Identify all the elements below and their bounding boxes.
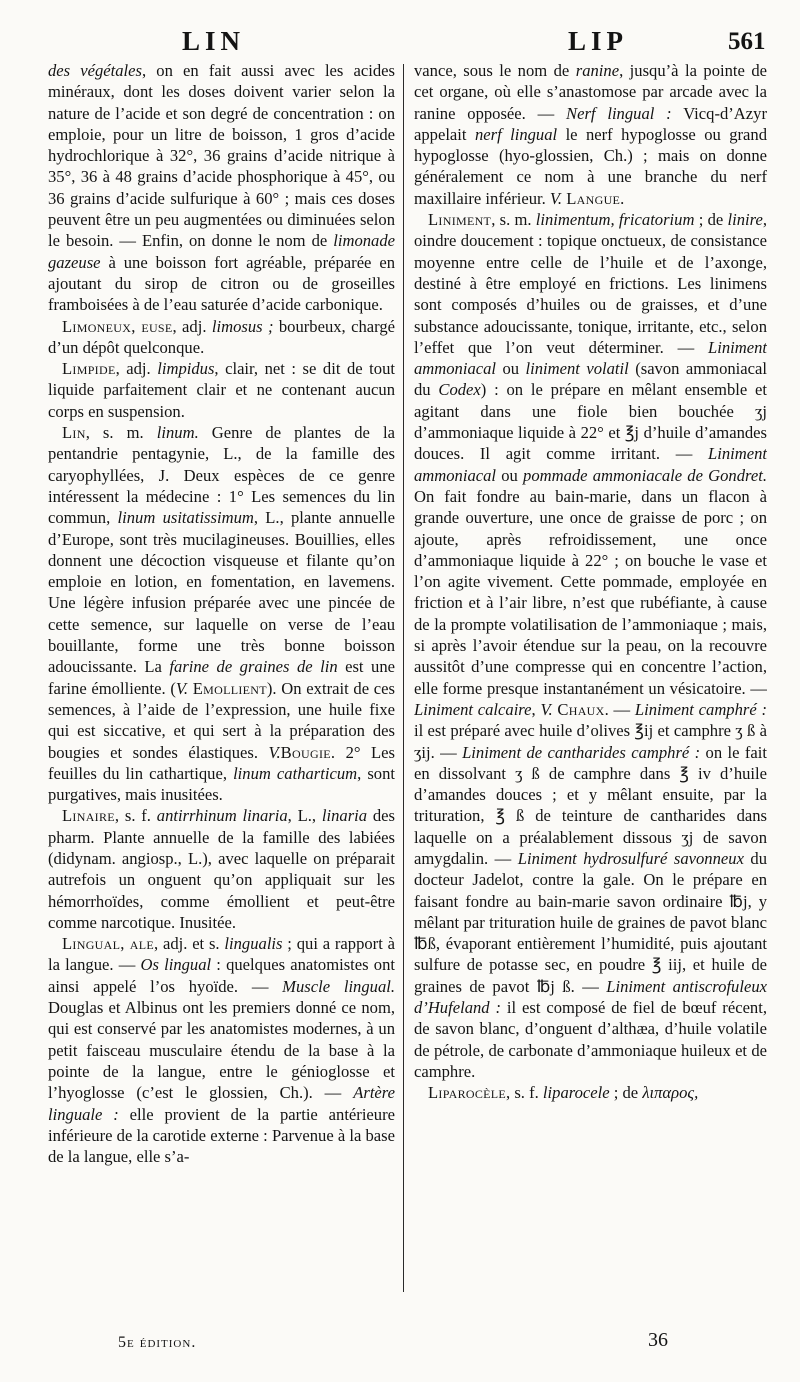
text-run: (savon ammoniacal du bbox=[414, 359, 767, 400]
italic-text: V. bbox=[175, 678, 189, 698]
italic-text: linum. bbox=[156, 423, 199, 443]
italic-text: des végétales bbox=[48, 61, 142, 80]
text-run: . — bbox=[604, 699, 635, 719]
text-run: Douglas et Albinus ont les premiers donné ce nom, qui est conservé par les anatomistes modernes, à un petit faisceau musculaire étendu de la base à la pointe de la langue, entre le génioglosse et l’hyoglosse (c’est le glossien, Ch.). — bbox=[48, 998, 395, 1103]
text-run: On fait fondre au bain-marie, dans un flacon à grande ouverture, une once de graisse de porc ; on ajoute, après refroidissement, une once d’ammoniaque liquide à 22° ; on bouche le vase et l’on agite vivement. Cette pommade, employée en friction et à l’air libre, n’est que rubéfiante, à cause de la prompte volatilisation de l’ammoniaque ; mais, si après l’avoir étendue sur la peau, on la recouvre aussitôt d’une compresse qui en concentre l’action, elle forme presque instantanément un vésicatoire. — bbox=[414, 486, 767, 698]
entry-linaire bbox=[48, 805, 395, 933]
headword: Liparocèle bbox=[428, 1083, 507, 1103]
text-run: . bbox=[620, 188, 625, 208]
text-run: , sont purgatives, mais inusitées. bbox=[48, 763, 395, 805]
column-divider bbox=[403, 64, 404, 1292]
text-run: , adj. bbox=[172, 316, 212, 336]
text-run: Vicq-d’Azyr appelait bbox=[414, 103, 767, 144]
italic-text: V. bbox=[549, 188, 563, 208]
italic-text: Liniment antiscrofuleux d’Hufeland : bbox=[414, 976, 767, 1018]
text-run: est une farine émolliente. ( bbox=[48, 657, 395, 698]
text-run: on le fait en dissolvant ʒ ß de camphre dans ℥ iv d’huile d’amandes douces ; et y mêlant ensuite, par la trituration, ℥ ß de teinture de cantharides dans laquelle on a préalablement dissous ʒj de savon amygdalin. — bbox=[414, 742, 767, 868]
headword: Langue bbox=[566, 188, 621, 208]
text-run: le nerf hypoglosse ou grand hypoglosse (hyo-glossien, Ch.) ; mais on donne généralement ce nom à une branche du nerf maxillaire inférieur. bbox=[414, 124, 767, 208]
italic-text: V. bbox=[268, 742, 281, 762]
entry-limonade-continued bbox=[48, 60, 395, 316]
headword: Lin bbox=[62, 423, 86, 443]
text-run: . 2° Les feuilles du lin cathartique, bbox=[48, 742, 395, 783]
italic-text: linaria bbox=[321, 806, 368, 826]
headword: Bougie bbox=[280, 742, 331, 762]
italic-text: Liniment calcaire bbox=[414, 699, 532, 719]
italic-text: V. bbox=[540, 699, 553, 719]
italic-text: Liniment de cantharides camphré : bbox=[462, 742, 701, 762]
text-run: , clair, net : se dit de tout liquide parfaitement clair et ne contenant aucun corps en suspension. bbox=[48, 359, 395, 421]
text-run: , adj. bbox=[115, 359, 158, 379]
italic-text: Muscle lingual. bbox=[282, 976, 395, 996]
italic-text: Liniment hydrosulfuré savonneux bbox=[517, 848, 744, 868]
italic-text: Liniment ammoniacal bbox=[414, 444, 767, 485]
edition-note: 5e édition. bbox=[118, 1334, 197, 1351]
italic-text: limosus ; bbox=[211, 316, 274, 336]
headword: Chaux bbox=[557, 699, 605, 719]
entry-liniment bbox=[414, 209, 767, 1082]
headword: Limpide bbox=[62, 359, 116, 379]
text-run: , L., plante annuelle d’Europe, sont très mucilagineuses. Bouillies, elles donnent une décoction visqueuse et filante qu’on emploie en lotion, en fomentation, en lavemens. Une légère infusion préparée avec une pincée de cette semence, sur laquelle on verse de l’eau bouillante, forme une très bonne boisson adoucissante. La bbox=[48, 508, 395, 677]
headword: Liniment bbox=[428, 210, 492, 230]
text-run: ; qui a rapport à la langue. — bbox=[48, 934, 395, 975]
text-run: à une boisson fort agréable, préparée en ajoutant du sirop de citron ou de groseilles framboisées à de l’eau saturée d’acide carbonique. bbox=[48, 252, 395, 315]
headword: Limoneux, euse bbox=[62, 316, 173, 336]
italic-text: linum usitatissimum bbox=[117, 508, 254, 528]
text-run: Genre de plantes de la pentandrie pentagynie, L., de la famille des caryophyllées, J. Deux espèces de ce genre intéressent la médecine : 1° Les semences du lin commun, bbox=[48, 423, 395, 528]
italic-text: ranine bbox=[575, 61, 620, 80]
text-run: , s. f. bbox=[506, 1083, 543, 1103]
text-run: : quelques anatomistes ont ainsi appelé l’os hyoïde. — bbox=[48, 955, 395, 996]
signature-mark: 36 bbox=[648, 1329, 668, 1351]
italic-text: nerf lingual bbox=[474, 124, 558, 144]
text-run: vance, sous le nom de bbox=[414, 61, 576, 80]
text-run: ou bbox=[496, 465, 524, 485]
entry-liparocele bbox=[414, 1082, 767, 1103]
text-run: il est préparé avec huile d’olives ℥ij et camphre ʒ ß à ʒij. — bbox=[414, 721, 767, 762]
text-run: , s. m. bbox=[491, 210, 536, 230]
italic-text: limonade gazeuse bbox=[48, 231, 395, 272]
italic-text: Os lingual bbox=[140, 955, 212, 975]
italic-text: antirrhinum linaria bbox=[156, 806, 288, 826]
italic-text: linimentum, fricatorium bbox=[535, 210, 695, 230]
text-run: , s. m. bbox=[85, 423, 157, 443]
entry-lingual bbox=[48, 933, 395, 1167]
italic-text: lingualis bbox=[224, 934, 283, 954]
text-run: ; de bbox=[609, 1083, 643, 1103]
italic-text: λιπαρος, bbox=[642, 1083, 699, 1103]
text-run: , bbox=[531, 699, 541, 719]
left-column bbox=[48, 60, 395, 1300]
headword: Emollient bbox=[192, 678, 267, 698]
italic-text: pommade ammoniacale de Gondret. bbox=[523, 465, 767, 485]
italic-text: Liniment camphré : bbox=[634, 699, 767, 719]
text-run: , oindre doucement : topique onctueux, de consistance moyenne entre celle de l’huile et de l’axonge, destiné à être employé en frictions. Les linimens sont composés d’huiles ou de graisses, et d’une substance adoucissante, tonique, irritante, etc., selon l’effet que l’on veut déterminer. — bbox=[414, 210, 767, 357]
text-run: , jusqu’à la pointe de cet organe, où elle s’anastomose par arcade avec la ranine opposée. — bbox=[414, 61, 767, 123]
italic-text: Nerf lingual : bbox=[566, 103, 672, 123]
headword: Linaire bbox=[62, 806, 115, 826]
italic-text: Codex bbox=[438, 380, 481, 400]
right-column bbox=[414, 60, 767, 1300]
italic-text: farine de graines de lin bbox=[169, 657, 338, 677]
text-run: bourbeux, chargé d’un dépôt quelconque. bbox=[48, 316, 395, 357]
text-run: ) : on le prépare en mêlant ensemble et agitant dans une fiole bien bouchée ʒj d’ammoniaque liquide à 22° et ℥j d’huile d’amandes douces. Il agit comme irritant. — bbox=[414, 380, 767, 464]
text-run: du docteur Jadelot, contre la gale. On le prépare en faisant fondre au bain-marie savon ordinaire ℔j, y mêlant par trituration huile de graines de pavot blanc ℔ß, évaporant entièrement l’humidité, puis ajoutant sulfure de potasse sec, en poudre ℥ iij, et huile de graines de pavot ℔j ß. — bbox=[414, 848, 767, 996]
text-run: ). On extrait de ces semences, à l’aide de l’expression, une huile fixe qui est siccative, et qui sert à la préparation des bougies et sondes élastiques. bbox=[48, 678, 395, 762]
headword: Lingual, ale bbox=[62, 934, 155, 954]
text-run: des pharm. Plante annuelle de la famille des labiées (didynam. angiosp., L.), avec laquelle on préparait autrefois un onguent qu’on appliquait sur les hémorrhoïdes, comme émollient et peut-être comme narcotique. Inusitée. bbox=[48, 806, 395, 932]
running-head-right: LIP bbox=[568, 26, 629, 56]
text-run: il est composé de fiel de bœuf récent, de savon blanc, d’onguent d’althæa, d’huile volatile de pétrole, de carbonate d’ammoniaque huileux et de camphre. bbox=[414, 998, 767, 1081]
italic-text: linum catharticum bbox=[233, 763, 358, 783]
text-run: elle provient de la partie antérieure inférieure de la carotide externe : Parvenue à la base de la langue, elle s’a- bbox=[48, 1104, 395, 1167]
entry-lingual-continued bbox=[414, 60, 767, 209]
text-run: , on en fait aussi avec les acides minéraux, dont les doses doivent varier selon la nature de l’acide et son degré de concentration : on emploie, pour un litre de boisson, 1 gros d’acide hydrochlorique à 32°, 36 grains d’acide nitrique à 35°, 36 à 48 grains d’acide phosphorique à 45°, ou 36 grains d’acide sulfurique à 60° ; mais ces doses peuvent être un peu augmentées ou diminuées selon le besoin. — Enfin, on donne le nom de bbox=[48, 61, 395, 251]
text-run: , L., bbox=[287, 806, 322, 826]
entry-lin bbox=[48, 422, 395, 805]
text-run: ou bbox=[496, 359, 526, 379]
italic-text: Liniment ammoniacal bbox=[414, 337, 767, 379]
running-head-left: LIN bbox=[182, 26, 246, 56]
italic-text: liparocele bbox=[542, 1083, 610, 1103]
italic-text: Artère linguale : bbox=[48, 1083, 395, 1124]
text-run: , adj. et s. bbox=[154, 934, 225, 954]
page-number: 561 bbox=[728, 28, 766, 55]
italic-text: liniment volatil bbox=[525, 359, 629, 379]
entry-limoneux bbox=[48, 316, 395, 359]
text-run: ; de bbox=[694, 210, 728, 230]
italic-text: limpidus bbox=[157, 359, 215, 379]
italic-text: linire bbox=[727, 210, 763, 230]
text-run: , s. f. bbox=[114, 806, 157, 826]
entry-limpide bbox=[48, 358, 395, 422]
